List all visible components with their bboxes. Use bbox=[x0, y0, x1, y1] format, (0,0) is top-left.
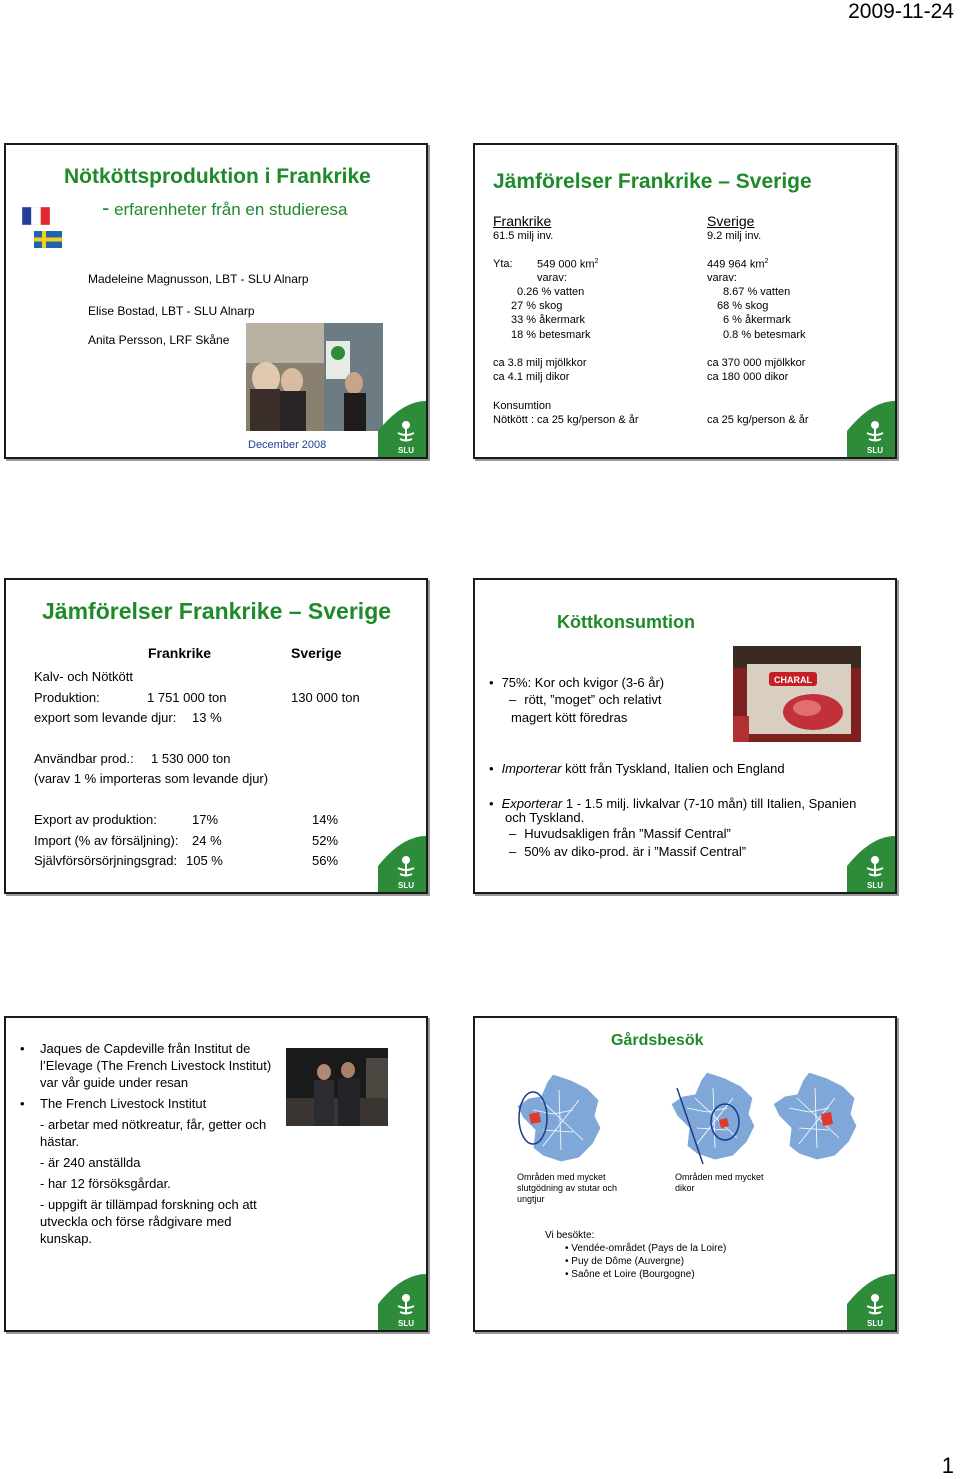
france-cows: ca 3.8 milj mjölkkor bbox=[493, 357, 587, 369]
sweden-varav: varav: bbox=[707, 272, 737, 284]
list-item: - uppgift är tillämpad forskning och att utveckla och förse rådgivare med kunskap. bbox=[40, 1197, 257, 1246]
france-cows: ca 4.1 milj dikor bbox=[493, 371, 570, 383]
france-map-3 bbox=[769, 1068, 865, 1168]
institute-text bbox=[20, 1040, 280, 1247]
slide-heading: Köttkonsumtion bbox=[557, 612, 695, 632]
list-item: - är 240 anställda bbox=[40, 1155, 141, 1170]
visited-item: • Vendée-området (Pays de la Loire) bbox=[565, 1243, 727, 1254]
sweden-heading: Sverige bbox=[707, 213, 755, 229]
author-1: Madeleine Magnusson, LBT - SLU Alnarp bbox=[88, 272, 309, 286]
stat-label: Import (% av försäljning): bbox=[34, 833, 179, 848]
sweden-line: 8.67 % vatten bbox=[723, 286, 791, 298]
prod-sweden: 130 000 ton bbox=[291, 690, 360, 705]
france-map-2 bbox=[667, 1068, 763, 1168]
page-date: 2009-11-24 bbox=[848, 0, 954, 23]
france-map-1 bbox=[513, 1070, 609, 1166]
sweden-consumption: ca 25 kg/person & år bbox=[707, 414, 809, 426]
france-flag-icon bbox=[22, 207, 50, 225]
usable-prod-value: 1 530 000 ton bbox=[151, 751, 231, 766]
visited-item: • Puy de Dôme (Auvergne) bbox=[565, 1256, 685, 1267]
list-item: • The French Livestock Institut bbox=[20, 1096, 207, 1111]
map-caption-2: Områden med mycket dikor bbox=[675, 1172, 764, 1193]
author-2: Elise Bostad, LBT - SLU Alnarp bbox=[88, 304, 255, 318]
sweden-line: 68 % skog bbox=[717, 300, 769, 312]
slide-farm-visits bbox=[473, 1016, 897, 1332]
slu-logo bbox=[378, 1274, 426, 1330]
usable-prod-label: Användbar prod.: bbox=[34, 751, 134, 766]
bullet-1-sub-cont: magert kött föredras bbox=[511, 710, 628, 725]
prod-label: Produktion: bbox=[34, 690, 100, 705]
svg-text:CHARAL: CHARAL bbox=[774, 675, 812, 685]
subtitle-dash: - bbox=[102, 195, 110, 220]
slide-title-heading: Nötköttsproduktion i Frankrike bbox=[64, 165, 371, 188]
slide-heading: Jämförelser Frankrike – Sverige bbox=[493, 170, 812, 193]
sweden-line: 6 % åkermark bbox=[723, 314, 791, 326]
list-item: - har 12 försöksgårdar. bbox=[40, 1176, 171, 1191]
france-line: 27 % skog bbox=[511, 300, 563, 312]
france-area: 549 000 $km^2$ bbox=[537, 258, 599, 271]
page-number: 1 bbox=[941, 1453, 954, 1478]
france-heading: Frankrike bbox=[493, 213, 552, 229]
subtitle-text: erfarenheter från en studieresa bbox=[114, 200, 348, 219]
slide-title bbox=[4, 143, 428, 459]
export-live-value: 13 % bbox=[192, 710, 222, 725]
kalv-label: Kalv- och Nötkött bbox=[34, 669, 133, 684]
bullet-3-cont: och Tyskland. bbox=[505, 810, 585, 825]
france-line: 0.26 % vatten bbox=[517, 286, 585, 298]
visited-label: Vi besökte: bbox=[545, 1230, 595, 1241]
sweden-area: 449 964 $km^2$ bbox=[707, 258, 769, 271]
stat-label: Export av produktion: bbox=[34, 812, 157, 827]
map-caption-1: Områden med mycket slutgödning av stutar och ungtjur bbox=[517, 1172, 618, 1204]
svg-text:SLU: SLU bbox=[867, 446, 883, 455]
area-label: Yta: bbox=[493, 258, 513, 270]
usable-prod-note: (varav 1 % importeras som levande djur) bbox=[34, 771, 269, 786]
france-population: 61.5 milj inv. bbox=[493, 230, 554, 242]
slide-comparison-1 bbox=[473, 143, 897, 459]
slide-subtitle bbox=[102, 195, 347, 221]
france-consumption: Nötkött : ca 25 kg/person & år bbox=[493, 414, 639, 426]
bullet-3-sub: – 50% av diko-prod. är i ”Massif Central” bbox=[509, 844, 747, 859]
france-line: 33 % åkermark bbox=[511, 314, 585, 326]
bullet-1: • 75%: Kor och kvigor (3-6 år) bbox=[489, 675, 665, 690]
meat-package-photo bbox=[733, 646, 861, 742]
col-sweden: Sverige bbox=[291, 645, 342, 661]
sweden-cows: ca 180 000 dikor bbox=[707, 371, 789, 383]
slide-heading: Jämförelser Frankrike – Sverige bbox=[42, 598, 392, 624]
list-item: • Jaques de Capdeville från Institut de l’Elevage (The French Livestock Institut) var vår guide under resan bbox=[20, 1041, 272, 1090]
stat-france: 17% bbox=[192, 812, 219, 827]
bullet-3: • Exporterar 1 - 1.5 milj. livkalvar (7-10 mån) till Italien, Spanien bbox=[489, 796, 857, 811]
prod-france: 1 751 000 ton bbox=[147, 690, 227, 705]
slu-logo bbox=[847, 401, 895, 457]
slide-livestock-institute bbox=[4, 1016, 428, 1332]
bullet-3-sub: – Huvudsakligen från ”Massif Central” bbox=[509, 826, 731, 841]
bullet-1-sub: – rött, ”moget” och relativt bbox=[509, 692, 662, 707]
stat-label: Självförsörsörjningsgrad: bbox=[34, 853, 178, 868]
slu-logo bbox=[378, 401, 426, 457]
author-3: Anita Persson, LRF Skåne bbox=[88, 333, 230, 347]
bullet-2: • Importerar kött från Tyskland, Italien och England bbox=[489, 761, 785, 776]
stat-sweden: 14% bbox=[312, 812, 339, 827]
svg-text:SLU: SLU bbox=[398, 446, 414, 455]
list-item: - arbetar med nötkreatur, får, getter och hästar. bbox=[40, 1117, 267, 1149]
svg-text:SLU: SLU bbox=[398, 1319, 414, 1328]
export-live-label: export som levande djur: bbox=[34, 710, 177, 725]
visited-item: • Saône et Loire (Bourgogne) bbox=[565, 1269, 695, 1280]
svg-text:SLU: SLU bbox=[867, 881, 883, 890]
sweden-line: 0.8 % betesmark bbox=[723, 329, 806, 341]
guide-photo bbox=[286, 1048, 388, 1126]
stat-sweden: 52% bbox=[312, 833, 339, 848]
france-line: 18 % betesmark bbox=[511, 329, 591, 341]
stat-sweden: 56% bbox=[312, 853, 339, 868]
sweden-flag-icon bbox=[34, 231, 62, 248]
slide-comparison-2 bbox=[4, 578, 428, 894]
slide-date: December 2008 bbox=[248, 439, 327, 451]
france-varav: varav: bbox=[537, 272, 567, 284]
slu-logo bbox=[378, 836, 426, 892]
consumption-label: Konsumtion bbox=[493, 400, 552, 412]
stat-france: 24 % bbox=[192, 833, 222, 848]
svg-text:SLU: SLU bbox=[398, 881, 414, 890]
slide-heading: Gårdsbesök bbox=[611, 1032, 704, 1049]
col-france: Frankrike bbox=[148, 645, 212, 661]
slu-logo bbox=[847, 1274, 895, 1330]
group-photo bbox=[246, 323, 383, 431]
sweden-cows: ca 370 000 mjölkkor bbox=[707, 357, 806, 369]
svg-text:SLU: SLU bbox=[867, 1319, 883, 1328]
slu-logo bbox=[847, 836, 895, 892]
stat-france: 105 % bbox=[186, 853, 223, 868]
slide-meat-consumption bbox=[473, 578, 897, 894]
sweden-population: 9.2 milj inv. bbox=[707, 230, 762, 242]
